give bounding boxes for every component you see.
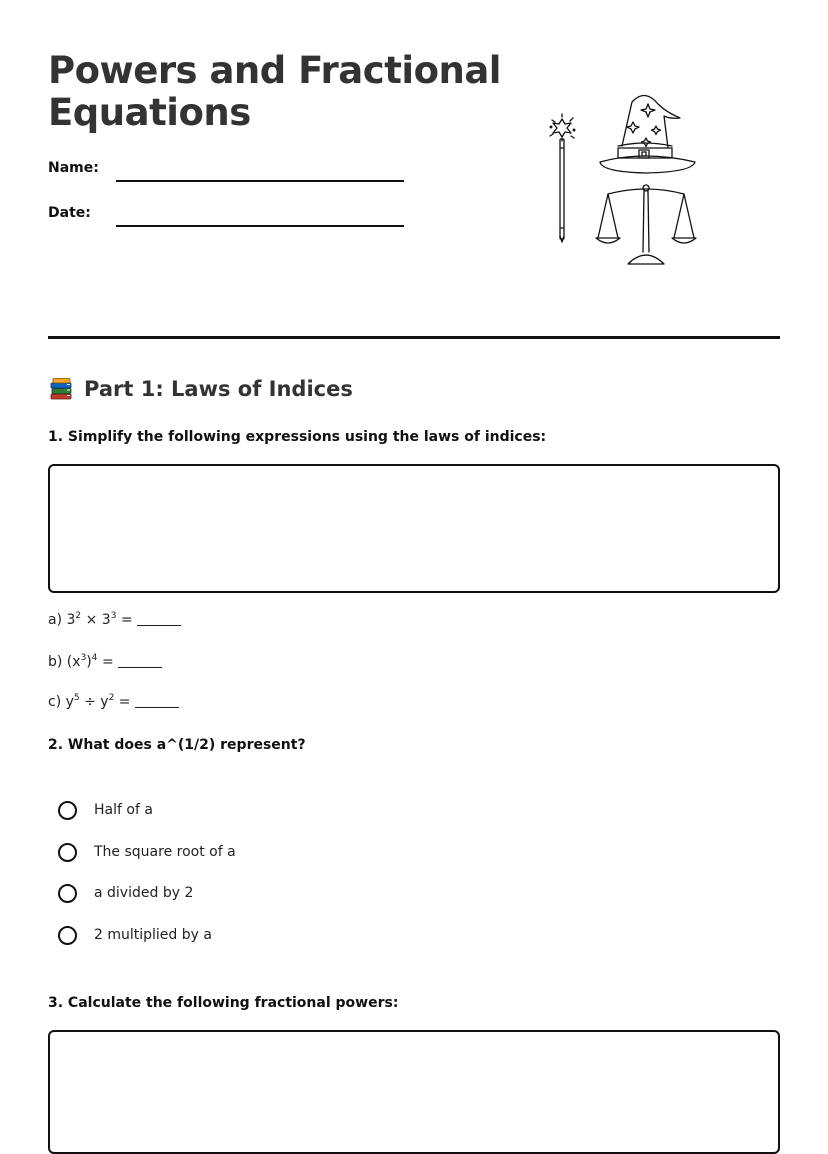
date-label: Date: (48, 205, 91, 221)
radio-button[interactable] (58, 926, 77, 945)
expression-b: b) $(x^3)^4$ = (48, 654, 162, 670)
question-1-prompt: 1. Simplify the following expressions using the laws of indices: (48, 429, 547, 445)
section-divider (48, 336, 780, 339)
option-square-root[interactable]: The square root of a (58, 840, 236, 864)
magic-wand-icon (550, 114, 575, 242)
answer-blank[interactable] (118, 667, 162, 668)
option-2-multiplied-by-a[interactable]: 2 multiplied by a (58, 923, 212, 947)
radio-button[interactable] (58, 843, 77, 862)
books-icon (48, 376, 74, 402)
radio-button[interactable] (58, 801, 77, 820)
worksheet-title: Powers and Fractional Equations (48, 49, 501, 134)
date-line[interactable] (116, 225, 404, 227)
part1-heading-text: Part 1: Laws of Indices (84, 377, 353, 401)
answer-blank[interactable] (135, 707, 179, 708)
answer-blank[interactable] (137, 625, 181, 626)
option-half-of-a[interactable]: Half of a (58, 798, 153, 822)
name-label: Name: (48, 160, 99, 176)
worksheet-illustration (540, 86, 710, 272)
expression-a: a) $3^2 \times 3^3$ = (48, 612, 181, 628)
question-2-prompt: 2. What does a^(1/2) represent? (48, 737, 306, 753)
expression-c: c) $y^5 \div y^2$ = (48, 694, 179, 710)
wizard-hat-icon (600, 95, 695, 173)
name-line[interactable] (116, 180, 404, 182)
question-3-answer-box[interactable] (48, 1030, 780, 1154)
question-3-prompt: 3. Calculate the following fractional powers: (48, 995, 399, 1011)
question-1-answer-box[interactable] (48, 464, 780, 593)
part1-heading (48, 374, 353, 404)
balance-scale-icon (596, 185, 696, 264)
radio-button[interactable] (58, 884, 77, 903)
option-a-divided-by-2[interactable]: a divided by 2 (58, 881, 193, 905)
